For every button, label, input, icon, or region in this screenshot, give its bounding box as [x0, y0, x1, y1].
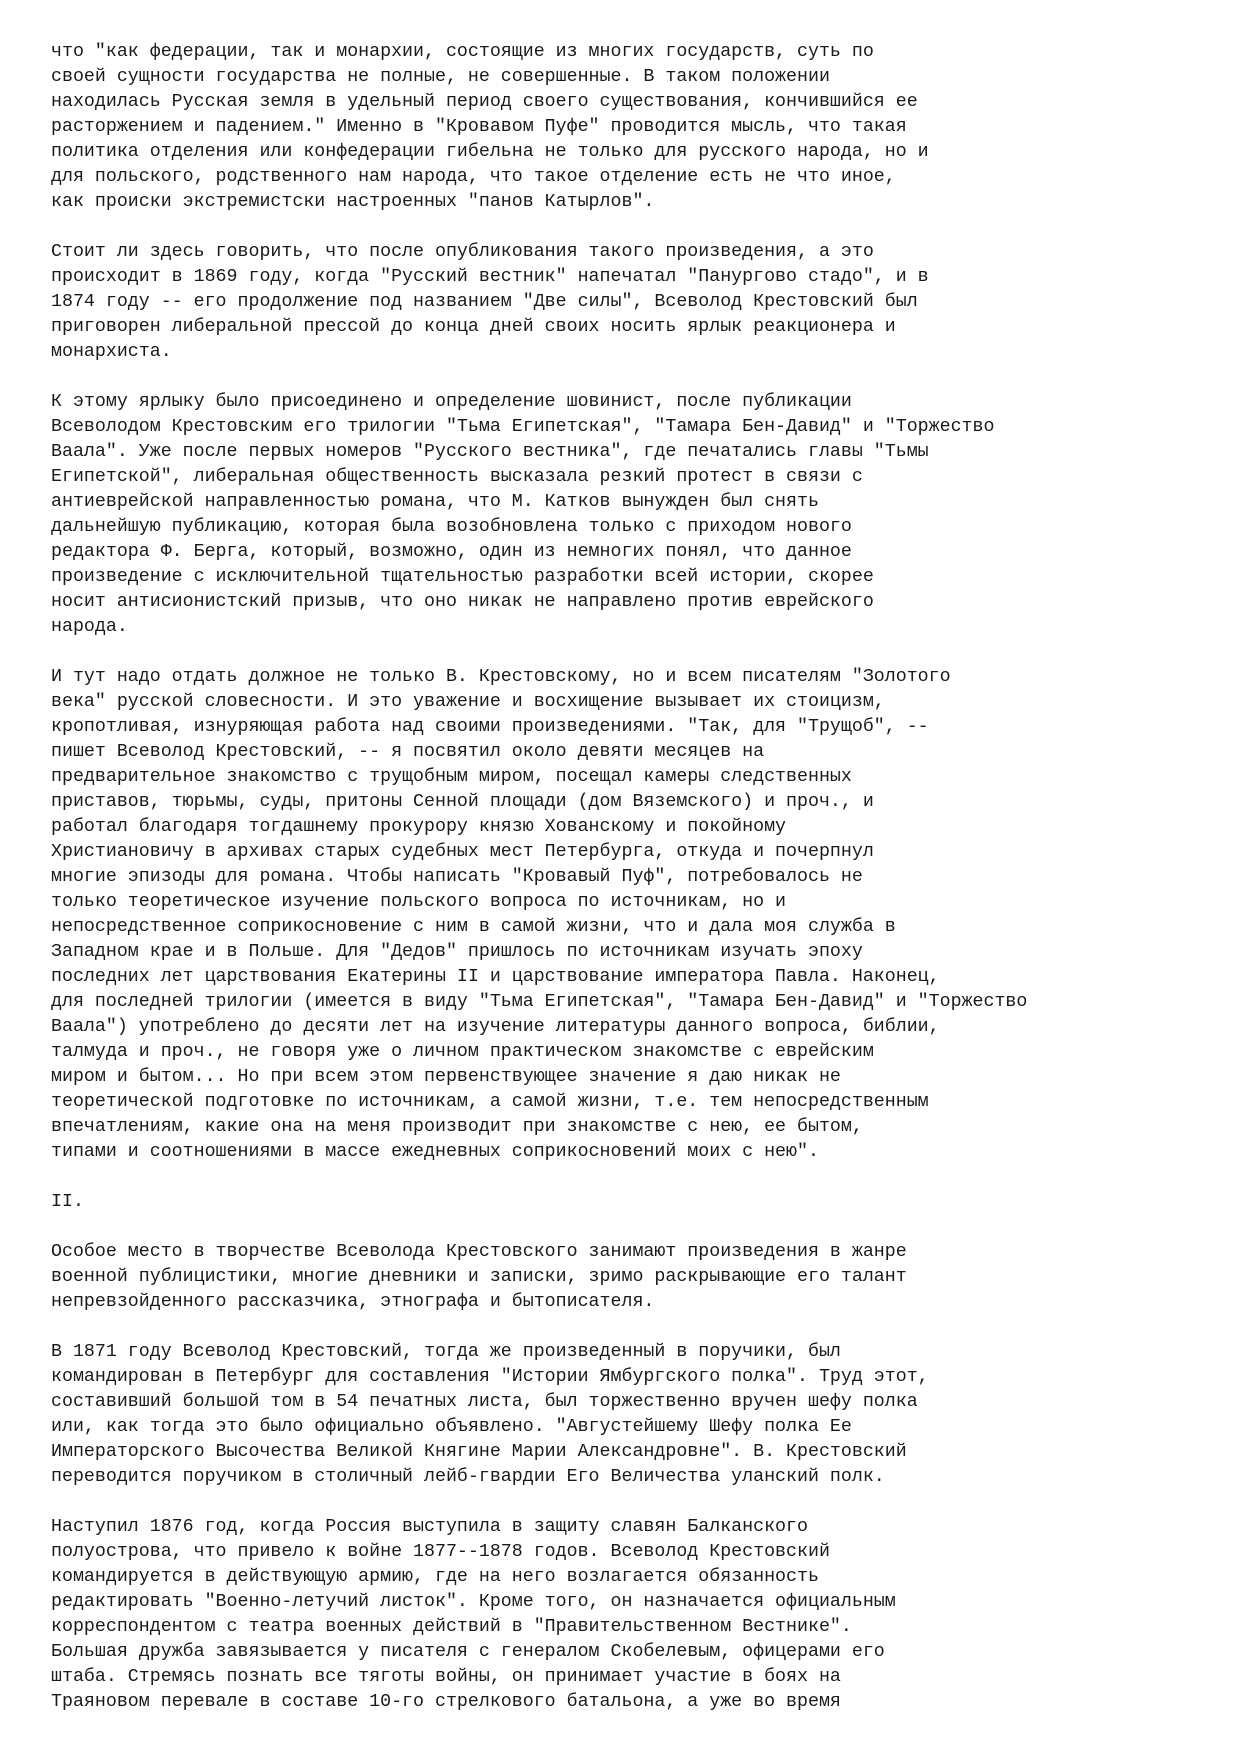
paragraph	[51, 390, 1221, 640]
text-line: 1874 году -- его продолжение под названием "Две силы", Всеволод Крестовский был	[51, 292, 918, 312]
text-line: II.	[51, 1192, 84, 1212]
text-line: находилась Русская земля в удельный период своего существования, кончившийся ее	[51, 92, 918, 112]
text-line: приговорен либеральной прессой до конца дней своих носить ярлык реакционера и	[51, 317, 896, 337]
text-line: И тут надо отдать должное не только В. Крестовскому, но и всем писателям "Золотого	[51, 667, 951, 687]
text-line: штаба. Стремясь познать все тяготы войны, он принимает участие в боях на	[51, 1667, 841, 1687]
text-line: политика отделения или конфедерации гибельна не только для русского народа, но и	[51, 142, 929, 162]
text-line: впечатлениям, какие она на меня производит при знакомстве с нею, ее бытом,	[51, 1117, 863, 1137]
text-line: редактора Ф. Берга, который, возможно, один из немногих понял, что данное	[51, 542, 852, 562]
text-line: что "как федерации, так и монархии, состоящие из многих государств, суть по	[51, 42, 874, 62]
paragraph	[51, 1340, 1221, 1490]
text-line: или, как тогда это было официально объявлено. "Августейшему Шефу полка Ее	[51, 1417, 852, 1437]
text-line: корреспондентом с театра военных действий в "Правительственном Вестнике".	[51, 1617, 852, 1637]
text-line: Наступил 1876 год, когда Россия выступила в защиту славян Балканского	[51, 1517, 808, 1537]
text-line: предварительное знакомство с трущобным миром, посещал камеры следственных	[51, 767, 852, 787]
text-line: работал благодаря тогдашнему прокурору князю Хованскому и покойному	[51, 817, 787, 837]
paragraph	[51, 240, 1221, 365]
text-line: командируется в действующую армию, где на него возлагается обязанность	[51, 1567, 819, 1587]
text-line: типами и соотношениями в массе ежедневных соприкосновений моих с нею".	[51, 1142, 819, 1162]
text-line: многие эпизоды для романа. Чтобы написать "Кровавый Пуф", потребовалось не	[51, 867, 863, 887]
text-line: переводится поручиком в столичный лейб-гвардии Его Величества уланский полк.	[51, 1467, 885, 1487]
text-line: века" русской словесности. И это уважение и восхищение вызывает их стоицизм,	[51, 692, 885, 712]
text-line: как происки экстремистски настроенных "панов Катырлов".	[51, 192, 655, 212]
document-text	[51, 40, 1221, 1740]
text-line: К этому ярлыку было присоединено и определение шовинист, после публикации	[51, 392, 852, 412]
text-line: Стоит ли здесь говорить, что после опубликования такого произведения, а это	[51, 242, 874, 262]
text-line: Особое место в творчестве Всеволода Крестовского занимают произведения в жанре	[51, 1242, 907, 1262]
text-line: Траяновом перевале в составе 10-го стрелкового батальона, а уже во время	[51, 1692, 841, 1712]
text-line: полуострова, что привело к войне 1877--1878 годов. Всеволод Крестовский	[51, 1542, 830, 1562]
paragraph	[51, 40, 1221, 215]
text-line: Западном крае и в Польше. Для "Дедов" пришлось по источникам изучать эпоху	[51, 942, 863, 962]
text-line: Ваала") употреблено до десяти лет на изучение литературы данного вопроса, библии,	[51, 1017, 940, 1037]
text-line: пишет Всеволод Крестовский, -- я посвятил около девяти месяцев на	[51, 742, 765, 762]
text-line: происходит в 1869 году, когда "Русский вестник" напечатал "Панургово стадо", и в	[51, 267, 929, 287]
text-line: составивший большой том в 54 печатных листа, был торжественно вручен шефу полка	[51, 1392, 918, 1412]
paragraph	[51, 665, 1221, 1165]
text-line: Большая дружба завязывается у писателя с генералом Скобелевым, офицерами его	[51, 1642, 885, 1662]
text-line: для последней трилогии (имеется в виду "Тьма Египетская", "Тамара Бен-Давид" и "Торжество	[51, 992, 1028, 1012]
text-line: народа.	[51, 617, 128, 637]
text-line: носит антисионистский призыв, что оно никак не направлено против еврейского	[51, 592, 874, 612]
text-line: талмуда и проч., не говоря уже о личном практическом знакомстве с еврейским	[51, 1042, 874, 1062]
paragraph	[51, 1515, 1221, 1715]
text-line: своей сущности государства не полные, не совершенные. В таком положении	[51, 67, 830, 87]
text-line: для польского, родственного нам народа, что такое отделение есть не что иное,	[51, 167, 896, 187]
text-line: военной публицистики, многие дневники и записки, зримо раскрывающие его талант	[51, 1267, 907, 1287]
text-line: приставов, тюрьмы, суды, притоны Сенной площади (дом Вяземского) и проч., и	[51, 792, 874, 812]
text-line: Всеволодом Крестовским его трилогии "Тьма Египетская", "Тамара Бен-Давид" и "Торжество	[51, 417, 995, 437]
text-line: дальнейшую публикацию, которая была возобновлена только с приходом нового	[51, 517, 852, 537]
text-line: Императорского Высочества Великой Княгине Марии Александровне". В. Крестовский	[51, 1442, 907, 1462]
text-line: командирован в Петербург для составления "Истории Ямбургского полка". Труд этот,	[51, 1367, 929, 1387]
paragraph	[51, 1240, 1221, 1315]
text-line: миром и бытом... Но при всем этом первенствующее значение я даю никак не	[51, 1067, 841, 1087]
text-line: непосредственное соприкосновение с ним в самой жизни, что и дала моя служба в	[51, 917, 896, 937]
text-line: последних лет царствования Екатерины II и царствование императора Павла. Наконец,	[51, 967, 940, 987]
text-line: непревзойденного рассказчика, этнографа и бытописателя.	[51, 1292, 655, 1312]
text-line: В 1871 году Всеволод Крестовский, тогда же произведенный в поручики, был	[51, 1342, 841, 1362]
text-line: Ваала". Уже после первых номеров "Русского вестника", где печатались главы "Тьмы	[51, 442, 929, 462]
text-line: произведение с исключительной тщательностью разработки всей истории, скорее	[51, 567, 874, 587]
text-line: расторжением и падением." Именно в "Кровавом Пуфе" проводится мысль, что такая	[51, 117, 907, 137]
text-line: редактировать "Военно-летучий листок". Кроме того, он назначается официальным	[51, 1592, 896, 1612]
text-line: только теоретическое изучение польского вопроса по источникам, но и	[51, 892, 787, 912]
section-heading	[51, 1190, 1221, 1215]
text-line: антиеврейской направленностью романа, что М. Катков вынужден был снять	[51, 492, 819, 512]
text-line: Египетской", либеральная общественность высказала резкий протест в связи с	[51, 467, 863, 487]
text-line: теоретической подготовке по источникам, а самой жизни, т.е. тем непосредственным	[51, 1092, 929, 1112]
text-line: Христиановичу в архивах старых судебных мест Петербурга, откуда и почерпнул	[51, 842, 874, 862]
text-line: кропотливая, изнуряющая работа над своими произведениями. "Так, для "Трущоб", --	[51, 717, 929, 737]
text-line: монархиста.	[51, 342, 172, 362]
